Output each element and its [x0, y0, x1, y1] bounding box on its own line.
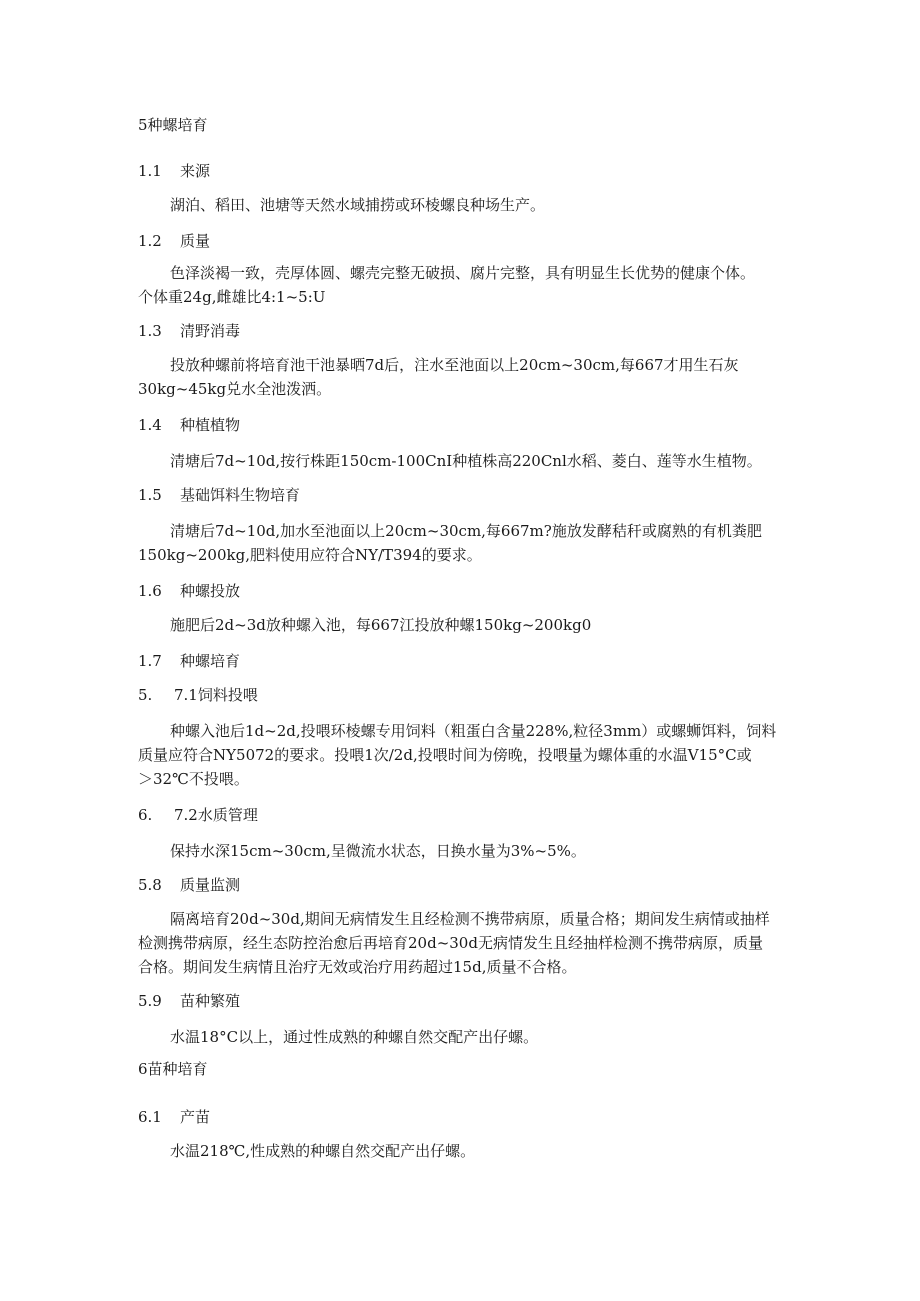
subsection-title: 苗种繁殖: [180, 992, 241, 1010]
paragraph: 隔离培育20d~30d,期间无病情发生且经检测不携带病原，质量合格；期间发生病情或抽样: [170, 910, 770, 928]
paragraph: 保持水深15cm~30cm,呈微流水状态，日换水量为3%~5%。: [170, 842, 586, 860]
subsection-title: 种螺投放: [180, 582, 241, 600]
subsection-number: 5.8: [138, 876, 162, 894]
subsection-number: 5.9: [138, 992, 162, 1010]
subsection-heading-1-1: [138, 160, 210, 182]
subsubsection-title: 7.1饲料投喂: [174, 686, 258, 704]
subsection-title: 种螺培育: [180, 652, 241, 670]
subsection-title: 质量监测: [180, 876, 241, 894]
subsubsection-title: 7.2水质管理: [174, 806, 258, 824]
subsection-number: 1.1: [138, 162, 162, 180]
subsubsection-number: 5.: [138, 686, 153, 704]
subsection-number: 1.7: [138, 652, 162, 670]
paragraph-continuation: 检测携带病原，经生态防控治愈后再培育20d~30d无病情发生且经抽样检测不携带病原，质量: [138, 934, 763, 952]
paragraph-continuation: 30kg~45kg兑水全池泼洒。: [138, 380, 332, 398]
subsection-number: 1.4: [138, 416, 162, 434]
subsection-title: 产苗: [180, 1108, 211, 1126]
paragraph: 色泽淡褐一致，壳厚体圆、螺壳完整无破损、腐片完整，具有明显生长优势的健康个体。: [170, 264, 756, 282]
subsubsection-number: 6.: [138, 806, 153, 824]
paragraph: 湖泊、稻田、池塘等天然水域捕捞或环棱螺良种场生产。: [170, 196, 546, 214]
subsection-heading-1-5: [138, 484, 300, 506]
subsection-number: 1.6: [138, 582, 162, 600]
subsection-number: 1.5: [138, 486, 162, 504]
subsection-title: 来源: [180, 162, 211, 180]
subsection-title: 种植植物: [180, 416, 241, 434]
paragraph: 清塘后7d~10d,按行株距150cm-100CnI种植株高220Cnl水稻、菱白、莲等水生植物。: [170, 452, 762, 470]
section-heading-6: 6苗种培育: [138, 1060, 208, 1078]
subsection-heading-1-2: [138, 230, 210, 252]
paragraph-continuation: 合格。期间发生病情且治疗无效或治疗用药超过15d,质量不合格。: [138, 958, 577, 976]
subsection-heading-5-8: [138, 874, 240, 896]
subsection-heading-1-6: [138, 580, 240, 602]
paragraph-continuation: 150kg~200kg,肥料使用应符合NY/T394的要求。: [138, 546, 482, 564]
paragraph-continuation: 质量应符合NY5072的要求。投喂1次/2d,投喂时间为傍晚，投喂量为螺体重的水温V15°C或: [138, 746, 752, 764]
paragraph: 水温18°C以上，通过性成熟的种螺自然交配产出仔螺。: [170, 1028, 539, 1046]
paragraph: 施肥后2d~3d放种螺入池，每667江投放种螺150kg~200kg0: [170, 616, 592, 634]
subsubsection-heading-6-7-2: [138, 804, 258, 826]
subsection-number: 6.1: [138, 1108, 162, 1126]
subsection-heading-1-4: [138, 414, 240, 436]
subsection-title: 质量: [180, 232, 211, 250]
paragraph-continuation: 个体重24g,雌雄比4:1~5:U: [138, 288, 326, 306]
subsection-heading-1-3: [138, 320, 240, 342]
paragraph: 投放种螺前将培育池干池暴晒7d后，注水至池面以上20cm~30cm,每667才用生石灰: [170, 356, 739, 374]
subsection-heading-6-1: [138, 1106, 210, 1128]
subsection-heading-1-7: [138, 650, 240, 672]
subsection-title: 清野消毒: [180, 322, 241, 340]
section-heading-5: 5种螺培育: [138, 116, 208, 134]
paragraph: 水温218℃,性成熟的种螺自然交配产出仔螺。: [170, 1142, 476, 1160]
paragraph-continuation: ＞32℃不投喂。: [138, 770, 249, 788]
subsection-number: 1.2: [138, 232, 162, 250]
subsubsection-heading-5-7-1: [138, 684, 258, 706]
paragraph: 种螺入池后1d~2d,投喂环棱螺专用饲料（粗蛋白含量228%,粒径3mm）或螺蛳饵料，饲料: [170, 722, 777, 740]
paragraph: 清塘后7d~10d,加水至池面以上20cm~30cm,每667m?施放发酵秸秆或腐熟的有机粪肥: [170, 522, 762, 540]
subsection-title: 基础饵料生物培育: [180, 486, 301, 504]
subsection-number: 1.3: [138, 322, 162, 340]
subsection-heading-5-9: [138, 990, 240, 1012]
